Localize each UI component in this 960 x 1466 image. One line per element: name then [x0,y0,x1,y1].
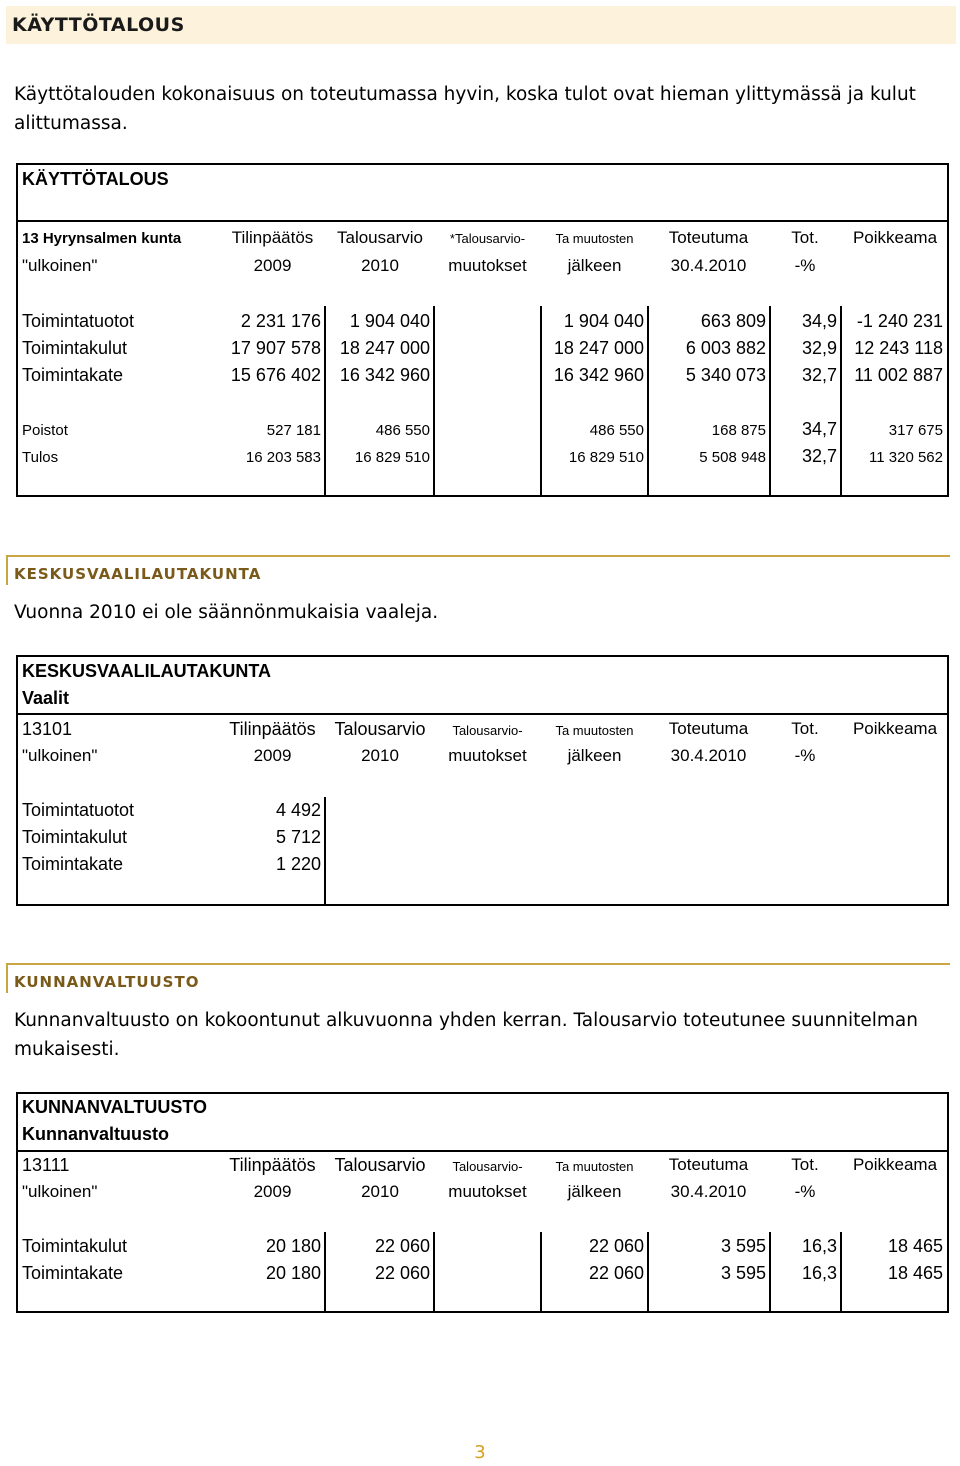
header-2009: 2009 [253,1182,292,1201]
section-title-keskusvaalilautakunta: KESKUSVAALILAUTAKUNTA [14,565,262,583]
column-rule [324,797,326,906]
table-title: KÄYTTÖTALOUS [22,169,169,189]
header-ta-muutokset: Talousarvio- [452,1159,523,1174]
header-ta-muutosten: Ta muutosten [555,231,634,246]
column-rule [769,306,771,497]
header-ulkoinen: "ulkoinen" [22,746,98,765]
keskusvaalilautakunta-table [16,655,949,906]
header-toteutuma: Toteutuma [668,1155,749,1174]
section-text-keskusvaalilautakunta: Vuonna 2010 ei ole säännönmukaisia vaaleja. [14,602,439,623]
header-2010: 2010 [361,1182,399,1201]
section-text-kunnanvaltuusto: Kunnanvaltuusto on kokoontunut alkuvuonna yhden kerran. Talousarvio toteutunee suunnitelman mukaisesti. [14,1010,918,1060]
header-pct: -% [794,746,816,765]
header-talousarvio: Talousarvio [334,719,426,739]
header-ta-muutosten: Ta muutosten [555,723,634,738]
intro-paragraph: Käyttötalouden kokonaisuus on toteutumassa hyvin, koska tulot ovat hieman ylittymässä ja kulut alittumassa. [14,84,916,134]
section-rule-left [6,963,8,993]
header-tilinpaatos: Tilinpäätös [231,228,314,247]
page-number: 3 [474,1442,486,1463]
column-rule [433,306,435,497]
header-ulkoinen: "ulkoinen" [22,1182,98,1201]
page-heading: KÄYTTÖTALOUS [12,14,185,36]
header-pct: -% [794,256,816,275]
header-unit: 13101 [22,719,73,739]
header-toteutuma: Toteutuma [668,228,749,247]
table-subtitle: Vaalit [22,688,70,708]
header-muutokset: muutokset [448,746,527,765]
header-ta-muutokset: Talousarvio- [452,723,523,738]
header-unit: 13111 [22,1155,70,1175]
header-2009: 2009 [253,256,292,275]
table-divider [16,1150,949,1152]
header-date: 30.4.2010 [670,256,747,275]
header-date: 30.4.2010 [670,1182,747,1201]
header-ta-muutokset: *Talousarvio- [449,231,526,246]
page-heading-band [6,6,956,44]
header-poikkeama: Poikkeama [852,719,938,738]
section-rule-left [6,555,8,585]
header-muutokset: muutokset [448,1182,527,1201]
section-title-kunnanvaltuusto: KUNNANVALTUUSTO [14,973,200,991]
header-tot: Tot. [791,228,819,247]
header-2009: 2009 [253,746,292,765]
header-2010: 2010 [361,256,399,275]
header-date: 30.4.2010 [670,746,747,765]
section-rule [6,555,950,557]
header-ulkoinen: "ulkoinen" [22,256,98,275]
section-rule [6,963,950,965]
header-pct: -% [794,1182,816,1201]
header-jalkeen: jälkeen [567,256,622,275]
header-muutokset: muutokset [448,256,527,275]
header-jalkeen: jälkeen [567,746,622,765]
table-divider [16,713,949,715]
header-2010: 2010 [361,746,399,765]
header-talousarvio: Talousarvio [334,1155,426,1175]
header-ta-muutosten: Ta muutosten [555,1159,634,1174]
header-tot: Tot. [791,1155,819,1174]
header-unit: 13 Hyrynsalmen kunta [22,230,182,247]
header-tilinpaatos: Tilinpäätös [229,719,316,739]
table-title: KUNNANVALTUUSTO [22,1097,207,1117]
header-jalkeen: jälkeen [567,1182,622,1201]
column-rule [433,1232,435,1313]
header-poikkeama: Poikkeama [852,228,938,247]
header-talousarvio: Talousarvio [337,228,423,247]
header-tot: Tot. [791,719,819,738]
header-tilinpaatos: Tilinpäätös [229,1155,316,1175]
table-title: KESKUSVAALILAUTAKUNTA [22,661,271,681]
table-divider [16,220,949,222]
header-poikkeama: Poikkeama [852,1155,938,1174]
table-subtitle: Kunnanvaltuusto [22,1124,169,1144]
header-toteutuma: Toteutuma [668,719,749,738]
